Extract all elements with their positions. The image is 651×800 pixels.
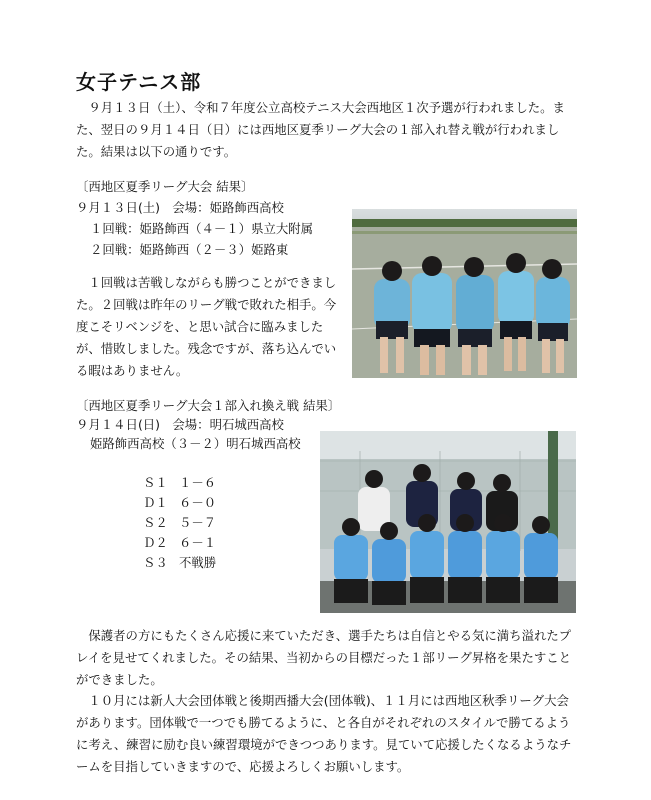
promotion-summary: 姫路飾西高校（３－２）明石城西高校 bbox=[90, 436, 301, 451]
match-score: ６－０ bbox=[179, 495, 217, 510]
match-row bbox=[143, 533, 216, 553]
closing-paragraph-1: 保護者の方にもたくさん応援に来ていただき、選手たちは自信とやる気に満ち溢れたプレイを見せてくれました。その結果、当初からの目標だった１部リーグ昇格を果たすことができました。 bbox=[76, 628, 572, 687]
match-label: Ｄ２ bbox=[143, 535, 168, 550]
league-round1: １回戦：姫路飾西（４－１）県立大附属 bbox=[90, 221, 314, 236]
match-score: １－６ bbox=[179, 475, 217, 490]
match-label: Ｓ２ bbox=[143, 515, 168, 530]
match-row bbox=[143, 553, 216, 573]
promotion-date-venue: ９月１４日(日) 会場：明石城西高校 bbox=[76, 417, 284, 432]
match-row bbox=[143, 473, 216, 493]
page-title: 女子テニス部 bbox=[76, 70, 202, 94]
league-header: 〔西地区夏季リーグ大会 結果〕 bbox=[76, 179, 254, 194]
match-label: Ｄ１ bbox=[143, 495, 168, 510]
match-row bbox=[143, 513, 216, 533]
intro-paragraph: ９月１３日（土）、令和７年度公立高校テニス大会西地区１次予選が行われました。また、翌日の９月１４日（日）には西地区夏季リーグ大会の１部入れ替え戦が行われました。結果は以下の通りです。 bbox=[76, 100, 565, 159]
team-huddle-photo bbox=[352, 209, 577, 378]
match-score: ５－７ bbox=[179, 515, 217, 530]
league-date-venue: ９月１３日(土) 会場：姫路飾西高校 bbox=[76, 200, 284, 215]
match-label: Ｓ３ bbox=[143, 555, 168, 570]
league-round2: ２回戦：姫路飾西（２－３）姫路東 bbox=[90, 242, 289, 257]
match-score: 不戦勝 bbox=[179, 555, 217, 570]
match-score: ６－１ bbox=[179, 535, 217, 550]
league-comment: １回戦は苦戦しながらも勝つことができました。２回戦は昨年のリーグ戦で敗れた相手。今度こそリベンジを、と思い試合に臨みましたが、惜敗しました。残念ですが、落ち込んでいる暇はありません。 bbox=[76, 275, 337, 378]
match-label: Ｓ１ bbox=[143, 475, 168, 490]
match-row bbox=[143, 493, 216, 513]
closing-paragraph-2: １０月には新人大会団体戦と後期西播大会(団体戦)、１１月には西地区秋季リーグ大会があります。団体戦で一つでも勝てるように、と各自がそれぞれのスタイルで勝てるように考え、練習に励む良い練習環境ができつつあります。見ていて応援したくなるようなチームを目指していきますので、応援よろしくお願いします。 bbox=[76, 693, 572, 774]
promotion-header: 〔西地区夏季リーグ大会１部入れ換え戦 結果〕 bbox=[76, 398, 341, 413]
team-group-photo bbox=[320, 431, 576, 613]
